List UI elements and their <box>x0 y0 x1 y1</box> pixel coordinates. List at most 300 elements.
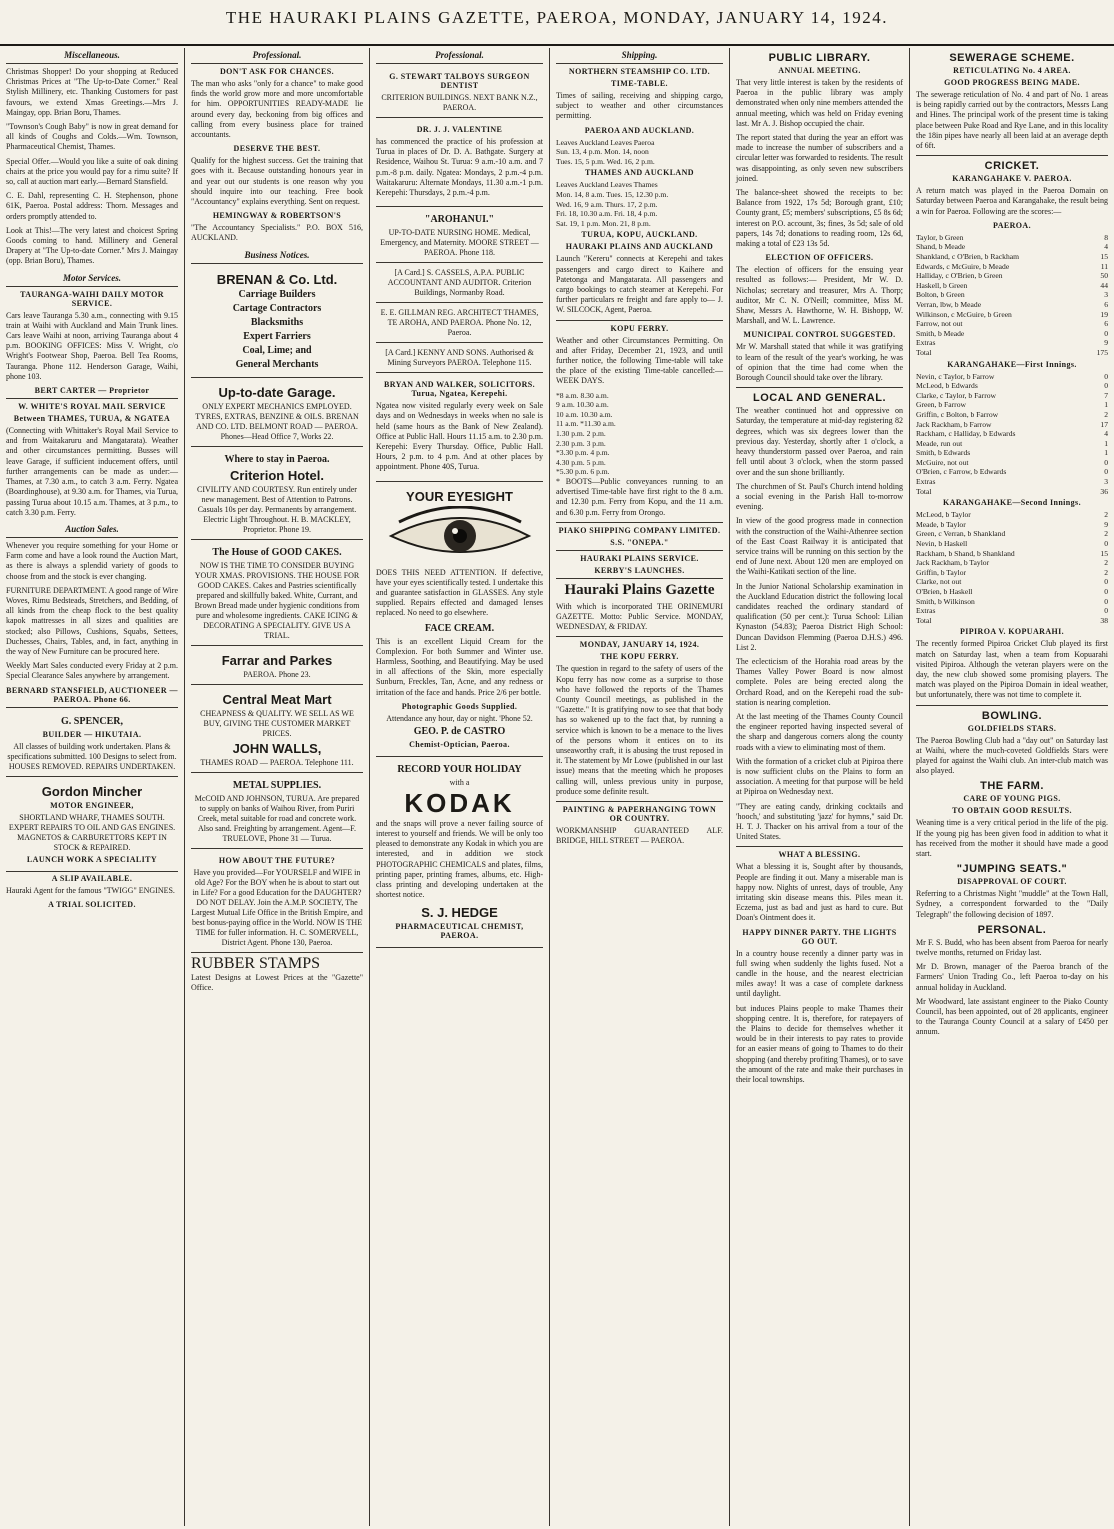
article-text: The Paeroa Bowling Club had a "day out" on Saturday last at Waihi, where the much-coveted Goldfields Stars were played for against the Waihi club. An inter-club match was also played. <box>916 735 1108 776</box>
ad-text: (Connecting with Whittaker's Royal Mail Service to and from Waitakaruru and Mangatarata). Weather and other circumstances permitting. Busses will leave Garage, if sufficient inducement offers, until further arrangements can be made as under:— Thames, at 7.30 a.m., to catch 3 a.m. Ferry. Ngatea (Boardinghouse), at 9.30 a.m. for Thames, via Turua, passing Turua about 10.15 a.m. Thames, at 3 p.m., to catch 3.30 p.m. Ferry. <box>6 426 178 517</box>
section-subheading: GOLDFIELDS STARS. <box>967 723 1057 733</box>
score-row <box>916 400 1108 410</box>
ad-title: A SLIP AVAILABLE. <box>51 873 133 883</box>
section-subheading: WHAT A BLESSING. <box>778 850 861 860</box>
ferry-timetable <box>556 391 723 477</box>
article-text: The election of officers for the ensuing year resulted as follows:— President, Mr W. D. Nicholas; secretary and treasurer, Mrs A. Thorp; auditor, Mr C. N. O'Neill; committee, Miss M. Shaw, Messrs A. Hawthorne, W. H. Bishopp, W. Marshall, and W. L. Lawrence. <box>736 265 903 326</box>
ad-text: Whenever you require something for your Home or Farm come and have a look round the Auction Mart, as there is always a splendid variety of goods to choose from and the stock is ever changing. <box>6 540 178 581</box>
divider <box>556 320 723 321</box>
section-heading: PUBLIC LIBRARY. <box>768 52 871 64</box>
timetable-title: HAURAKI PLAINS AND AUCKLAND <box>565 242 714 252</box>
batsman: Green, c Verran, b Shankland <box>916 529 1006 539</box>
batsman: Jack Rackham, b Taylor <box>916 558 990 568</box>
article-text: The weather continued hot and oppressive on Saturday, the temperature at mid-day registering 82 degrees, which was six degrees lower than the previous day. Yesterday, shortly after 1 o'clock, a heavy thunderstorm passed over Paeroa, and rain fell until about 3 o'clock, when the storm passed over and the sun shone brilliantly. <box>736 406 903 477</box>
score-row <box>916 290 1108 300</box>
score-row <box>916 448 1108 458</box>
runs: 2 <box>1104 510 1108 520</box>
section-subheading: MUNICIPAL CONTROL SUGGESTED. <box>743 330 896 340</box>
divider <box>556 578 723 579</box>
ad-title: BRENAN & Co. Ltd. <box>216 271 338 287</box>
criterion-ad <box>191 449 363 540</box>
divider <box>6 398 178 399</box>
ad-title: Up-to-date Garage. <box>218 384 336 400</box>
score-row <box>916 372 1108 382</box>
ad-text: Latest Designs at Lowest Prices at the "Gazette" Office. <box>191 972 363 992</box>
batsman: Shankland, c O'Brien, b Rackham <box>916 252 1020 262</box>
ad-title: Photographic Goods Supplied. <box>401 701 518 711</box>
ad-text: All classes of building work undertaken. Plans & specifications submitted. 100 Designs to select from. HOUSES REMOVED. REPAIRS UNDERTAKEN. <box>7 741 177 771</box>
batsman: Jack Rackham, b Farrow <box>916 419 992 429</box>
spencer-ad <box>6 711 178 777</box>
runs: 6 <box>1104 319 1108 329</box>
editorial-date: MONDAY, JANUARY 14, 1924. <box>579 640 700 650</box>
innings-title: PAEROA. <box>993 220 1031 230</box>
ad-text: Weather and other Circumstances Permitting. On and after Friday, December 21, 1923, and until further notice, the following Time-table will take the place of the existing Time-table cancelled:— WEEK DAYS. <box>556 335 723 386</box>
batsman: Farrow, not out <box>916 319 963 329</box>
ad-subtitle: MOTOR ENGINEER, <box>50 800 134 810</box>
ad-text: CIVILITY AND COURTESY. Run entirely under new management. Best of Attention to Patrons. Casuals 10s per day. Permanents by arrangement. Electric Light Throughout. H. B. MACKLEY, Proprietor. Phone 19. <box>197 484 357 534</box>
divider <box>556 801 723 802</box>
score-row <box>916 410 1108 420</box>
ad-text: Qualify for the highest success. Get the training that goes with it. Because outstanding honours year in and year out our students is one reason why you should inquire into our teaching. Free book "Accountancy" explains everything. Sent on request. <box>191 156 363 207</box>
section-subheading: HAPPY DINNER PARTY. THE LIGHTS GO OUT. <box>742 927 897 946</box>
batsman: Smith, b Meade <box>916 328 965 338</box>
meat-ad <box>191 687 363 773</box>
ad-title: Gordon Mincher <box>41 783 143 799</box>
column-2 <box>185 48 370 1526</box>
ad-subtitle: Between THAMES, TURUA, & NGATEA <box>13 414 171 424</box>
article-text: In the Junior National Scholarship examination in the Auckland Education district the following local candidates reached the ordinary standard of qualification (50 per cent.): Turua School: Lilian Kynaston (54.83); Paeroa District High School: Duncan Davidson Flemming (Paeroa D.H.S.) 496. List 2. <box>736 581 903 652</box>
ad-title: JOHN WALLS, <box>232 740 322 756</box>
ad-subtitle: S.S. "ONEPA." <box>610 537 669 547</box>
notice: Christmas Shopper! Do your shopping at Reduced Christmas Prices at "The Up-to-Date Corner." Real Stylish Millinery, etc. Thanking Customers for past favours, we extend Xmas Greetings.—Mrs J. Maingay, opp. Brian Boru, Thames. <box>6 67 178 117</box>
ad-title: KOPU FERRY. <box>610 323 669 333</box>
ad-title: TAURANGA-WAIHI DAILY MOTOR SERVICE. <box>20 289 164 308</box>
article-text: That very little interest is taken by the residents of Paeroa in the public library was amply demonstrated when only nine members attended the annual meeting, which was held on Friday evening last. Mr A. J. Bishop occupied the chair. <box>736 78 903 128</box>
runs: 1 <box>1104 400 1108 410</box>
innings-title: KARANGAHAKE—First Innings. <box>947 359 1077 369</box>
section-subheading: PIPIROA V. KOPUARAHI. <box>959 627 1065 637</box>
ad-text: THAMES ROAD — PAEROA. Telephone 111. <box>200 757 354 767</box>
ad-title: HOW ABOUT THE FUTURE? <box>218 855 336 865</box>
ad-text: "The Accountancy Specialists." P.O. BOX 516, AUCKLAND. <box>191 223 363 243</box>
ad-text: UP-TO-DATE NURSING HOME. Medical, Emergency, and Maternity. MOORE STREET — PAEROA. Phone 118. <box>380 228 539 258</box>
timetable-row: Fri. 18, 10.30 a.m. Fri. 18, 4 p.m. <box>556 209 658 219</box>
batsman: Extras <box>916 338 936 348</box>
ad-line: Expert Farriers <box>243 330 311 342</box>
column-5 <box>730 48 910 1526</box>
batsman: Smith, b Edwards <box>916 448 971 458</box>
ad-text: DOES THIS NEED ATTENTION. If defective, have your eyes scientifically tested. I undertake this and guarantee satisfaction in GLASSES. Any style supplied. Repairs effected and damaged lenses replaced. No need to go elsewhere. <box>376 567 543 618</box>
timetable-row: *8 a.m. 8.30 a.m. <box>556 390 609 400</box>
batsman: Nevin, c Taylor, b Farrow <box>916 371 995 381</box>
runs: 19 <box>1100 309 1108 319</box>
ad-line: Blacksmiths <box>250 316 304 328</box>
brenan-ad <box>191 267 363 378</box>
ad-title: The House of GOOD CAKES. <box>212 546 342 558</box>
ad-line: Coal, Lime; and <box>242 344 312 356</box>
article-text: but induces Plains people to make Thames their shopping centre. It is, therefore, for ratepayers of the Plains to decide for themselves whether it would be in their interests to pay rates to provide for an easier means of going to Thames to do their shopping (and thereby profiting Thames), or to save the amount of the rate and make their purchases in their local townships. <box>736 1003 903 1085</box>
ad-text: Times of sailing, receiving and shipping cargo, subject to weather and other circumstances permitting. <box>556 91 723 121</box>
divider <box>556 636 723 637</box>
article-text: Mr F. S. Budd, who has been absent from Paeroa for nearly twelve months, returned on Friday last. <box>916 937 1108 958</box>
section-heading: SEWERAGE SCHEME. <box>949 52 1075 64</box>
article-text: The balance-sheet showed the receipts to be: Balance from 1922, 17s 5d; Borough grant, £10; County grant, £5; members' subscriptions, £5 8s 6d; interest on P.O. account, 3s; fines, 3s 5d; sale of old papers, 14s 7d; donations to reading room, 12s 6d, making a total of £23 13s 5d. <box>736 188 903 249</box>
batsman: Clarke, c Taylor, b Farrow <box>916 390 997 400</box>
arohanui-ad <box>376 209 543 263</box>
score-row <box>916 420 1108 430</box>
article-text: "They are eating candy, drinking cocktails and 'hooch,' and substituting 'jazz' for hymns," said Dr. H. T. J. Thacker on his arrival from a tour of the United States. <box>736 801 903 842</box>
runs: 4 <box>1104 429 1108 439</box>
ad-title: Criterion Hotel. <box>230 467 324 483</box>
divider <box>556 550 723 551</box>
runs: 44 <box>1100 280 1108 290</box>
divider <box>736 846 903 847</box>
batsman: McLeod, b Edwards <box>916 381 978 391</box>
score-row <box>916 577 1108 587</box>
amp-ad <box>191 851 363 953</box>
score-row <box>916 549 1108 559</box>
notice: Look at This!—The very latest and choicest Spring Goods coming to hand. Millinery and General Drapery at "The Up-to-date Corner." Mrs J. Maingay (opp. Brian Boru), Thames. <box>6 225 178 266</box>
ad-text: [A Card.] S. CASSELS, A.P.A. PUBLIC ACCOUNTANT AND AUDITOR. Criterion Buildings, Normanby Road. <box>387 268 532 298</box>
timetable-row: Wed. 16, 9 a.m. Thurs. 17, 2 p.m. <box>556 199 658 209</box>
timetable-row: Sat. 19, 1 p.m. Mon. 21, 8 p.m. <box>556 218 651 228</box>
ad-line: General Merchants <box>235 358 319 370</box>
ad-line: Carriage Builders <box>238 288 316 300</box>
runs: 8 <box>1104 232 1108 242</box>
ad-title: RUBBER STAMPS <box>191 954 320 972</box>
batsman: Extras <box>916 606 936 616</box>
batsman: Total <box>916 615 932 625</box>
ad-text: The man who asks "only for a chance" to make good finds the world grow more and more uncomfortable for him. OPPORTUNITIES READY-MADE lie around every day, beckoning from big offices and calling from every business place for trained accountants. <box>191 79 363 140</box>
ad-text: has commenced the practice of his profession at Turua in places of Dr. D. A. Bathgate. Surgery at Residence, Waihou St. Turua: 9 a.m.-10 a.m. and 7 p.m.-8 p.m. daily. Ngatea: Mondays, 2 p.m.-4 p.m. Waitakaruru: Alternate Mondays, 11.30 a.m.-1 p.m. Kerepehi: Thursdays, 2 p.m.-4 p.m. <box>376 137 543 198</box>
batsman: Rackham, b Shand, b Shankland <box>916 548 1015 558</box>
runs: 175 <box>1096 347 1108 357</box>
article-text: What a blessing it is, Sought after by thousands, People are finding it out. Many a miserable man is happy now. Nights of unrest, days of trouble, Any irritating skin disease means this. Piles mean it. Eczema, just as bad and just as hard to cure. But Doan's Ointment does it. <box>736 862 903 923</box>
ad-text: CRITERION BUILDINGS. NEXT BANK N.Z., PAEROA. <box>381 93 538 112</box>
runs: 0 <box>1104 371 1108 381</box>
ad-text: Hauraki Agent for the famous "TWIGG" ENGINES. <box>6 885 175 895</box>
ad-title: PIAKO SHIPPING COMPANY LIMITED. <box>558 525 721 535</box>
cassels-ad <box>376 265 543 303</box>
section-label: Miscellaneous. <box>6 48 178 64</box>
timetable-row: *5.30 p.m. 6 p.m. <box>556 467 610 477</box>
score-row <box>916 271 1108 281</box>
runs: 0 <box>1104 596 1108 606</box>
timetable <box>556 180 723 228</box>
score-row <box>916 242 1108 252</box>
ad-sign: BERNARD STANSFIELD, AUCTIONEER — PAEROA. Phone 66. <box>6 685 178 704</box>
section-subheading: CARE OF YOUNG PIGS. <box>963 794 1061 804</box>
timetable-title: TURUA, KOPU, AUCKLAND. <box>581 230 698 240</box>
scorecard <box>916 372 1108 497</box>
timetable-title: PAEROA AND AUCKLAND. <box>584 125 695 135</box>
article-text: At the last meeting of the Thames County Council the engineer reported having inspected several of the sharp and dangerous corners along the county roads with a view to eliminating most of them. <box>736 711 903 752</box>
article-text: Mr Woodward, late assistant engineer to the Piako County Council, has been appointed, out of 28 applicants, engineer to the Tauranga County Council at a salary of £450 per annum. <box>916 996 1108 1037</box>
score-row <box>916 348 1108 358</box>
section-subheading: KARANGAHAKE V. PAEROA. <box>952 174 1072 184</box>
runs: 4 <box>1104 242 1108 252</box>
batsman: Griffin, c Bolton, b Farrow <box>916 409 999 419</box>
runs: 9 <box>1104 519 1108 529</box>
score-row <box>916 487 1108 497</box>
ad-text: WORKMANSHIP GUARANTEED ALF. BRIDGE, HILL STREET — PAEROA. <box>556 826 723 846</box>
ad-title: DON'T ASK FOR CHANCES. <box>219 67 334 76</box>
column-6 <box>910 48 1114 1526</box>
runs: 7 <box>1104 390 1108 400</box>
editorial-text: The question in regard to the safety of users of the Kopu ferry has now come as a surprise to those who have followed the reports of the Thames County Council meetings, as published in the "Gazette." It is gratifying now to see that that body has so wakened up to the fact that, by running a service which is known to be a menace to the lives of the persons whom it entices on to its unseaworthy craft, it is abusing the trust reposed in it. The statement by Mr Lowe (published in our last issue) means that the meeting which he proposes calling will, unless previous unity in purpose, produce some definite result. <box>556 664 723 796</box>
runs: 0 <box>1104 467 1108 477</box>
score-row <box>916 252 1108 262</box>
ad-title: W. WHITE'S ROYAL MAIL SERVICE <box>18 402 166 412</box>
score-row <box>916 300 1108 310</box>
timetable-row: 11 a.m. *11.30 a.m. <box>556 419 616 429</box>
batsman: Extras <box>916 477 936 487</box>
runs: 2 <box>1104 529 1108 539</box>
ad-title: Farrar and Parkes <box>221 652 333 668</box>
valentine-ad <box>376 120 543 207</box>
editorial-title: THE KOPU FERRY. <box>600 652 679 662</box>
runs: 2 <box>1104 409 1108 419</box>
section-subheading: DISAPPROVAL OF COURT. <box>957 877 1067 887</box>
batsman: McGuire, not out <box>916 457 969 467</box>
section-heading: THE FARM. <box>980 780 1044 793</box>
ad-text: Have you provided—For YOURSELF and WIFE in old Age? For the BOY when he is about to start out in Life? For a good Education for the DAUGHTER? DO NOT DELAY. Join the A.M.P. SOCIETY, The Largest Mutual Life Office in the British Empire, and best bonus-paying office in the World. NOW IS THE TIME for fuller information. H. C. SOMERVELL, District Agent. Phone 130, Paeroa. <box>191 867 363 947</box>
batsman: Total <box>916 486 932 496</box>
timetable <box>556 138 723 167</box>
ad-title: HEMINGWAY & ROBERTSON'S <box>212 211 342 221</box>
score-row <box>916 458 1108 468</box>
innings-title: KARANGAHAKE—Second Innings. <box>943 498 1081 508</box>
runs: 2 <box>1104 558 1108 568</box>
section-subheading: RETICULATING No. 4 AREA. <box>953 66 1071 75</box>
score-row <box>916 520 1108 530</box>
section-subheading: ELECTION OF OFFICERS. <box>765 253 874 263</box>
cakes-ad <box>191 542 363 646</box>
batsman: O'Brien, c Farrow, b Edwards <box>916 467 1007 477</box>
runs: 1 <box>1104 448 1108 458</box>
runs: 11 <box>1100 261 1108 271</box>
ad-text: CHEAPNESS & QUALITY. WE SELL AS WE BUY, GIVING THE CUSTOMER MARKET PRICES. <box>200 708 354 738</box>
batsman: Shand, b Meade <box>916 242 966 252</box>
article-text: Weaning time is a very critical period in the life of the pig. If the young pig has been given food in addition to what it has received from the mother it should have made a good start. <box>916 818 1108 859</box>
section-heading: LOCAL AND GENERAL. <box>752 392 887 405</box>
article-text: In view of the good progress made in connection with the construction of the Waihi-Athenree section of the East Coast Railway it is anticipated that service trains will be running on this section by the end of June next. About 120 men are employed on the Waihi-Katikati section of the line. <box>736 516 903 577</box>
score-row <box>916 558 1108 568</box>
batsman: Bolton, b Green <box>916 290 965 300</box>
score-row <box>916 381 1108 391</box>
ad-text: Attendance any hour, day or night. 'Phone 52. <box>386 713 533 723</box>
ad-title: S. J. HEDGE <box>421 904 498 920</box>
metal-ad <box>191 775 363 849</box>
section-subheading: GOOD PROGRESS BEING MADE. <box>944 78 1080 87</box>
article-text: Mr D. Brown, manager of the Paeroa branch of the Farmers' Union Trading Co., left Paeroa to-day on his annual holiday in Auckland. <box>916 962 1108 992</box>
score-row <box>916 597 1108 607</box>
batsman: Nevin, b Haskell <box>916 539 968 549</box>
ad-title: BRYAN AND WALKER, SOLICITORS. Turua, Ngatea, Kerepehi. <box>384 380 535 399</box>
article-text: The eclecticism of the Horahia road areas by the Thames Valley Power Board is now almost complete. Poles are being erected along the Orchard Road, and on the Kerepehi road the sub-station is nearing completion. <box>736 656 903 707</box>
runs: 36 <box>1100 486 1108 496</box>
score-row <box>916 281 1108 291</box>
ad-text: FURNITURE DEPARTMENT. A good range of Wire Woves, Rimu Bedsteads, Stretchers, and Bedding, of all kinds from the cheap flock to the best quality kapok mattresses in all sizes and qualities are stocked; also Pillows, Cushions, Squabs, Settees, Duchesses, Chairs, Tables, and, in fact, anything in the way of New Furniture can be procured here. <box>6 585 178 656</box>
garage-ad <box>191 380 363 447</box>
masthead-title: THE HAURAKI PLAINS GAZETTE, PAEROA, MONDAY, JANUARY 14, 1924. <box>225 8 889 27</box>
article-text: The recently formed Pipiroa Cricket Club played its first match on Saturday last, when a team from Kopuarahi visited Pipiroa. Although the veteran players were on the day, the new club showed some promising players. The match was played on the Pipiroa Domain in ideal weather, but unfortunately, there was not time to complete it. <box>916 639 1108 700</box>
section-label: Shipping. <box>556 48 723 64</box>
runs: 38 <box>1100 615 1108 625</box>
scorecard <box>916 510 1108 625</box>
ad-text: with a <box>449 777 470 787</box>
runs: 6 <box>1104 299 1108 309</box>
ad-footer: LAUNCH WORK A SPECIALITY <box>26 854 158 864</box>
ad-subtitle: KERBY'S LAUNCHES. <box>594 565 685 575</box>
ad-text: This is an excellent Liquid Cream for the Complexion. For both Summer and Winter use. Harmless, Soothing, and Beautifying. May be used in all affections of the Skin, more especially Sunburn, Freckles, Tan, Acne, and any redness or irritation of the face and hands. Price 2/6 per bottle. <box>376 636 543 697</box>
score-row <box>916 233 1108 243</box>
article-text: Referring to a Christmas Night "muddle" at the Town Hall, Sydney, a correspondent forwarded to the "Daily Telegraph" the following decision of 1897. <box>916 889 1108 919</box>
score-row <box>916 439 1108 449</box>
batsman: Total <box>916 347 932 357</box>
ad-title: HAURAKI PLAINS SERVICE. <box>580 553 699 563</box>
ad-title: Central Meat Mart <box>222 691 332 707</box>
ad-subtitle: TIME-TABLE. <box>611 79 668 88</box>
dentist-ad <box>376 67 543 118</box>
ad-title: A TRIAL SOLICITED. <box>48 899 136 909</box>
section-heading: "JUMPING SEATS." <box>956 863 1068 876</box>
ad-text: [A Card.] KENNY AND SONS. Authorised & Mining Surveyors PAEROA. Telephone 115. <box>385 348 534 368</box>
score-row <box>916 606 1108 616</box>
section-heading: PERSONAL. <box>977 923 1047 936</box>
ad-title: FACE CREAM. <box>424 622 495 634</box>
ad-text: McCOID AND JOHNSON, TURUA. Are prepared to supply on banks of Waihou River, from Puriri Creek, metal suitable for road and concrete work. Also sand. Freighting by arrangement. Agent—F. TRUELOVE, Phone 31 — Turua. <box>194 793 360 843</box>
mincher-ad <box>6 779 178 872</box>
ad-heading: RECORD YOUR HOLIDAY <box>397 763 522 775</box>
ad-text: Ngatea now visited regularly every week on Sale days and on Wednesdays in weeks when no sale is held (same hours as the Bank of New Zealand). Office at Public Hall. Hours 11.15 a.m. to 2.30 p.m. Kerepehi: Every Thursday. Office, Public Hall. Hours, 2 p.m. to 4 p.m. And at other places by appointment. Phone 40S, Turua. <box>376 401 543 472</box>
article-text: In a country house recently a dinner party was in full swing when suddenly the lights fused. Not a candle in the house, and the nearest electrician miles away! It was a case of complete darkness until daylight. <box>736 948 903 999</box>
timetable-row: 4.30 p.m. 5 p.m. <box>556 457 606 467</box>
ad-text: * BOOTS—Public conveyances running to an advertised Time-table have first right to the 8 a.m. and 12.30 p.m. Ferry from Kopu, and the 11 a.m. and 6.30 p.m. Ferry from Orongo. <box>556 476 723 517</box>
batsman: McLeod, b Taylor <box>916 510 971 520</box>
masthead <box>0 0 1114 46</box>
ad-title: DESERVE THE BEST. <box>233 144 321 154</box>
divider <box>736 387 903 388</box>
divider <box>6 707 178 708</box>
timetable-row: *3.30 p.m. 4 p.m. <box>556 448 610 458</box>
ad-subtitle: Chemist-Optician, Paeroa. <box>409 739 510 749</box>
batsman: Green, b Farrow <box>916 400 966 410</box>
ad-title: "AROHANUI." <box>424 214 495 226</box>
batsman: Haskell, b Green <box>916 280 968 290</box>
ad-title: METAL SUPPLIES. <box>232 779 322 791</box>
ad-text: E. E. GILLMAN REG. ARCHITECT THAMES, TE AROHA, AND PAEROA. Phone No. 12, Paeroa. <box>380 308 539 338</box>
section-label: Professional. <box>191 48 363 64</box>
kodak-ad <box>376 759 543 948</box>
ad-text: Launch "Kereru" connects at Kerepehi and takes passengers and cargo direct to Kaihere and Patetonga and Mangatarata. All passengers and cargo bookings to catch steamer at Kerepehi. For further particulars re freight and fare apply to— J. W. SILCOCK, Agent, Paeroa. <box>556 254 723 315</box>
section-subheading: TO OBTAIN GOOD RESULTS. <box>952 806 1072 816</box>
kenny-ad <box>376 345 543 373</box>
section-heading: BOWLING. <box>981 709 1043 722</box>
article-text: Mr W. Marshall stated that while it was gratifying to learn of the result of the year's working, he was of opinion that the time had come when the Borough Council should take over the library. <box>736 342 903 383</box>
score-row <box>916 539 1108 549</box>
notice: "Townson's Cough Baby" is now in great demand for all kinds of Coughs and Colds.—Wm. Townson, Pharmaceutical Chemist, Thames. <box>6 122 178 152</box>
timetable-row: Sun. 13, 4 p.m. Mon. 14, noon <box>556 147 649 157</box>
runs: 50 <box>1100 271 1108 281</box>
ad-text: and the snaps will prove a never failing source of interest to yourself and friends. We will be only too pleased to demonstrate any Kodak in which you are interested, and in addition we stock PHOTOGRAPHIC CHEMICALS and plates, films, printing paper, printing frames, albums, etc. High-class printing and developing undertaken at the shortest notice. <box>376 818 543 900</box>
section-heading: CRICKET. <box>984 160 1040 173</box>
batsman: Taylor, b Green <box>916 232 964 242</box>
eye-illustration-icon <box>385 506 535 564</box>
article-text: A return match was played in the Paeroa Domain on Saturday between Paeroa and Karangahake, the result being a win for Paeroa. Following are the scores:— <box>916 186 1108 216</box>
ad-heading: Where to stay in Paeroa. <box>224 453 330 465</box>
score-row <box>916 338 1108 348</box>
gazette-nameplate: Hauraki Plains Gazette <box>564 581 715 598</box>
section-label: Motor Services. <box>6 271 178 287</box>
ad-title: GEO. P. de CASTRO <box>413 725 506 737</box>
column-4 <box>550 48 730 1526</box>
runs: 3 <box>1104 290 1108 300</box>
ad-text: PAEROA. Phone 23. <box>243 669 311 679</box>
kodak-logo: KODAK <box>404 787 515 818</box>
ad-title: G. SPENCER, <box>61 715 123 727</box>
runs: 15 <box>1100 548 1108 558</box>
ad-text: ONLY EXPERT MECHANICS EMPLOYED. TYRES, EXTRAS, BENZINE & OILS. BRENAN AND CO. LTD. BELMONT ROAD — PAEROA. Phones—Head Office 7, Works 22. <box>195 401 359 441</box>
timetable-row: Leaves Auckland Leaves Paeroa <box>556 137 655 147</box>
ad-sign: BERT CARTER — Proprietor <box>34 386 150 396</box>
score-row <box>916 429 1108 439</box>
runs: 0 <box>1104 587 1108 597</box>
timetable-title: THAMES AND AUCKLAND <box>585 168 694 178</box>
batsman: Verran, lbw, b Meade <box>916 299 982 309</box>
ad-title: DR. J. J. VALENTINE <box>416 125 503 134</box>
section-label: Professional. <box>376 48 543 64</box>
article-text: With the formation of a cricket club at Pipiroa there is now sufficient clubs on the Plains to form an association. A meeting for that purpose will be held at Pipiroa on Wednesday next. <box>736 756 903 797</box>
batsman: Meade, run out <box>916 438 963 448</box>
batsman: O'Brien, b Haskell <box>916 587 973 597</box>
ad-title: G. STEWART TALBOYS SURGEON DENTIST <box>389 72 530 90</box>
score-row <box>916 467 1108 477</box>
runs: 0 <box>1104 457 1108 467</box>
batsman: Smith, b Wilkinson <box>916 596 975 606</box>
runs: 17 <box>1100 419 1108 429</box>
runs: 9 <box>1104 338 1108 348</box>
batsman: Griffin, b Taylor <box>916 567 967 577</box>
timetable-row: Leaves Auckland Leaves Thames <box>556 180 658 190</box>
ad-line: Cartage Contractors <box>232 302 322 314</box>
score-row <box>916 529 1108 539</box>
gazette-motto: With which is incorporated THE ORINEMURI GAZETTE. Motto: Public Service. MONDAY, WEDNESDAY, & FRIDAY. <box>556 601 723 632</box>
article-text: The report stated that during the year an effort was made to increase the number of subscribers and a circular letter was forwarded to residents. The result was disappointing, as only seven new subscribers joined. <box>736 133 903 183</box>
article-text: The churchmen of St. Paul's Church intend holding a social evening in the Parish Hall to-morrow evening. <box>736 481 903 512</box>
article-text: The sewerage reticulation of No. 4 and part of No. 1 areas is being rapidly carried out by the contractors, Messrs Lang and Hines. The principal work of the present time is taking place between Puke Road and Rye Lane, and in this locality the 18in pipes have nearly all been laid at an average depth of 6ft. <box>916 90 1108 151</box>
ad-text: Cars leave Tauranga 5.30 a.m., connecting with 9.15 train at Waihi with Auckland and Main Trunk lines. Cars leave Waihi at noon, arriving Tauranga about 4 p.m. BOOKING OFFICES: Miss V. Wright, c/o Wright's Footwear Shop, Paeroa. Bell Tea Rooms, Tauranga. Phone 112. Henderson Garage, Waihi, phone 103. <box>6 310 178 381</box>
batsman: Meade, b Taylor <box>916 519 966 529</box>
batsman: Edwards, c McGuire, b Meade <box>916 261 1010 271</box>
timetable-row: 9 a.m. 10.30 a.m. <box>556 400 609 410</box>
runs: 0 <box>1104 328 1108 338</box>
section-label: Business Notices. <box>191 248 363 264</box>
score-row <box>916 477 1108 487</box>
eyesight-ad <box>376 484 543 757</box>
column-3 <box>370 48 550 1526</box>
batsman: Wilkinson, c McGuire, b Green <box>916 309 1012 319</box>
runs: 0 <box>1104 381 1108 391</box>
batsman: Clarke, not out <box>916 577 962 587</box>
ad-text: SHORTLAND WHARF, THAMES SOUTH. EXPERT REPAIRS TO OIL AND GAS ENGINES. MAGNETOS & CARBURETTORS KEPT IN STOCK & REPAIRED. <box>8 812 176 852</box>
score-row <box>916 262 1108 272</box>
score-row <box>916 329 1108 339</box>
ad-title: PAINTING & PAPERHANGING TOWN OR COUNTRY. <box>562 805 717 823</box>
bryan-ad <box>376 375 543 481</box>
ad-text: Weekly Mart Sales conducted every Friday at 2 p.m. Special Clearance Sales anywhere by arrangement. <box>6 661 178 681</box>
